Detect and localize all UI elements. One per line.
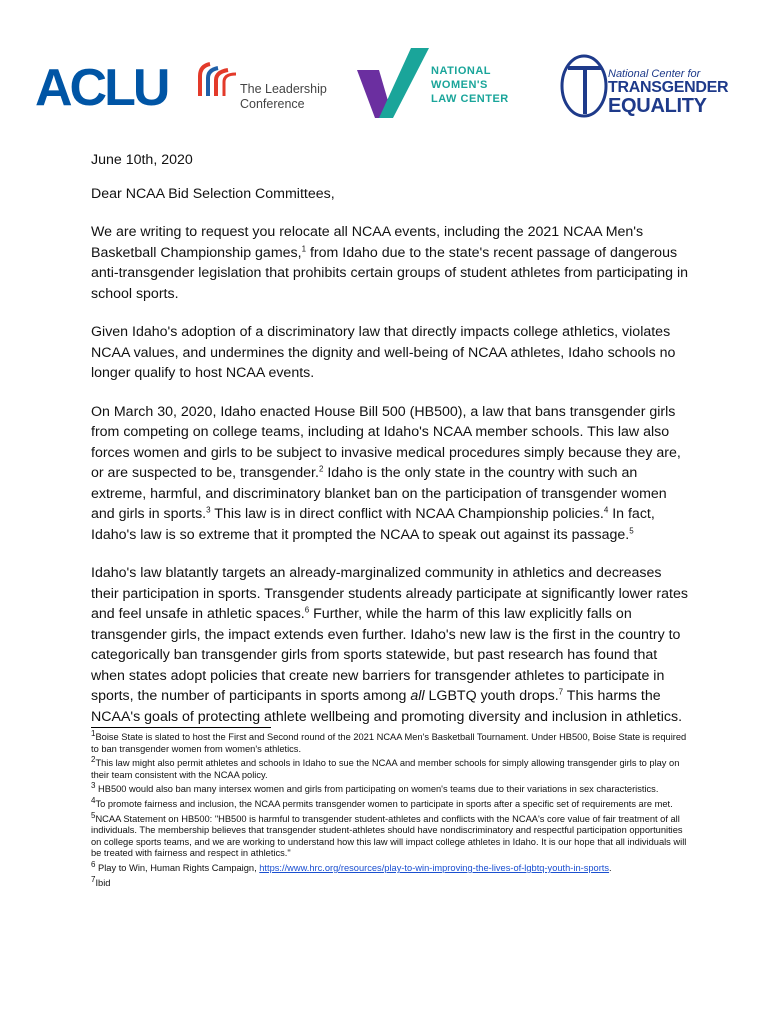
p4-text-c: LGBTQ youth drops. [424,688,559,704]
aclu-logo: ACLU [35,59,168,117]
p4-emphasis: all [410,688,425,704]
p3-text-b: Idaho is the only state in the country with such an extreme, harmful, and discriminatory blanket ban on the participation of transgender women and girls in sports. [91,465,667,522]
footnote-num: 3 [91,781,96,791]
nwlc-check-mark-icon [353,48,433,120]
p3-text-c: This law is in direct conflict with NCAA Championship policies. [210,506,604,522]
logo-header [0,48,768,128]
footnote-ref-7: 7 [558,687,564,697]
p3-text-d: In fact, Idaho's law is so extreme that it prompted the NCAA to speak out against its passage. [91,506,655,543]
letter-body [91,150,691,727]
leadership-conference-line2: Conference [240,97,305,111]
p1-text-a: We are writing to request you relocate all NCAA events, including the 2021 NCAA Men's Basketball Championship games, [91,224,644,261]
p4-text-b: Further, while the harm of this law explicitly falls on transgender girls, the impact extends even further. Idaho's new law is the first in the country to categorically ban transgender girls from sports statewide, but past research has found that when states adopt policies that create new barriers for transgender athletes to participate in sports, the number of participants in sports among [91,606,681,704]
footnote-text: Ibid [95,877,111,888]
nwlc-logo [353,48,528,120]
letter-salutation: Dear NCAA Bid Selection Committees, [91,185,335,202]
hrc-play-to-win-link[interactable]: https://www.hrc.org/resources/play-to-win-improving-the-lives-of-lgbtq-youth-in-sports [259,862,610,873]
footnote-7 [91,874,691,890]
footnotes [91,728,691,892]
footnote-1 [91,728,691,755]
footnote-num: 6 [91,859,96,869]
footnote-num: 7 [91,874,96,884]
footnote-ref-6: 6 [304,605,310,615]
ncte-line2: TRANSGENDER [608,79,729,96]
ncte-logo [558,50,729,124]
footnote-num: 1 [91,728,96,738]
ncte-line3: EQUALITY [608,95,707,117]
footnote-5 [91,810,691,860]
footnote-3 [91,781,691,796]
footnote-text: HB500 would also ban many intersex women and girls from participating on women's teams due to their variations in sex characteristics. [95,784,659,795]
footnote-text: Boise State is slated to host the First and Second round of the 2021 NCAA Men's Basketball Tournament. Under HB500, Boise State is required to ban transgender women from women's athletics. [91,732,687,754]
nwlc-line2: WOMEN'S [431,79,488,91]
footnote-text: Play to Win, Human Rights Campaign, [95,862,260,873]
footnote-text-after: . [609,862,612,873]
footnote-ref-1: 1 [301,243,307,253]
paragraph-2: Given Idaho's adoption of a discriminatory law that directly impacts college athletics, violates NCAA values, and undermines the dignity and well-being of NCAA athletes, Idaho schools no longer qualify to host NCAA events. [91,324,676,381]
footnote-ref-2: 2 [318,464,324,474]
leadership-conference-line1: The Leadership [240,82,327,96]
paragraph-4 [91,563,691,727]
footnote-text: To promote fairness and inclusion, the NCAA permits transgender women to participate in sports after a specific set of requirements are met. [95,798,673,809]
p1-text-b: from Idaho due to the state's recent passage of dangerous anti-transgender legislation that prohibits certain groups of student athletes from participating in school sports. [91,244,689,302]
footnote-num: 4 [91,795,96,805]
footnote-text: NCAA Statement on HB500: "HB500 is harmful to transgender student-athletes and conflicts with the NCAA's core value of fair treatment of all individuals. The membership believes that transgender student-athletes should have nondiscriminatory and respectful participation opportunities on college sports teams, and we are working to understand how this law will impact college athletes in Idaho. It is our hope that all individuals will be treated with fairness and respect in athletics." [91,813,687,859]
footnote-6 [91,859,691,875]
footnote-ref-5: 5 [629,525,634,535]
ncte-line1: National Center for [608,68,701,80]
p4-text-a: Idaho's law blatantly targets an already-marginalized community in athletics and decreases their participation in sports. Transgender students already participate at significantly lower rates and feel unsafe in athletic spaces. [91,565,688,622]
footnote-text: This law might also permit athletes and schools in Idaho to sue the NCAA and member schools for simply allowing transgender girls to play on their team consistent with the NCAA policy. [91,758,680,780]
paragraph-3 [91,402,691,546]
nwlc-line1: NATIONAL [431,65,492,77]
footnote-ref-4: 4 [603,505,609,515]
leadership-conference-logo [192,58,342,118]
letter-date: June 10th, 2020 [91,152,193,168]
footnote-num: 2 [91,755,96,765]
leadership-conference-mark-icon [192,58,240,98]
footnote-2 [91,755,691,781]
p3-text-a: On March 30, 2020, Idaho enacted House Bill 500 (HB500), a law that bans transgender girls from competing on college teams, including at Idaho's NCAA member schools. This law also forces women and girls to be subject to invasive medical procedures simply because they are, or are suspected to be, transgender. [91,403,681,481]
footnote-4 [91,795,691,811]
p4-text-d: This harms the NCAA's goals of protecting athlete wellbeing and promoting diversity and inclusion in athletics. [91,688,683,725]
paragraph-1 [91,222,691,304]
footnote-ref-3: 3 [206,505,211,515]
footnote-num: 5 [91,810,96,820]
nwlc-line3: LAW CENTER [431,93,509,105]
footnote-divider [91,727,271,728]
